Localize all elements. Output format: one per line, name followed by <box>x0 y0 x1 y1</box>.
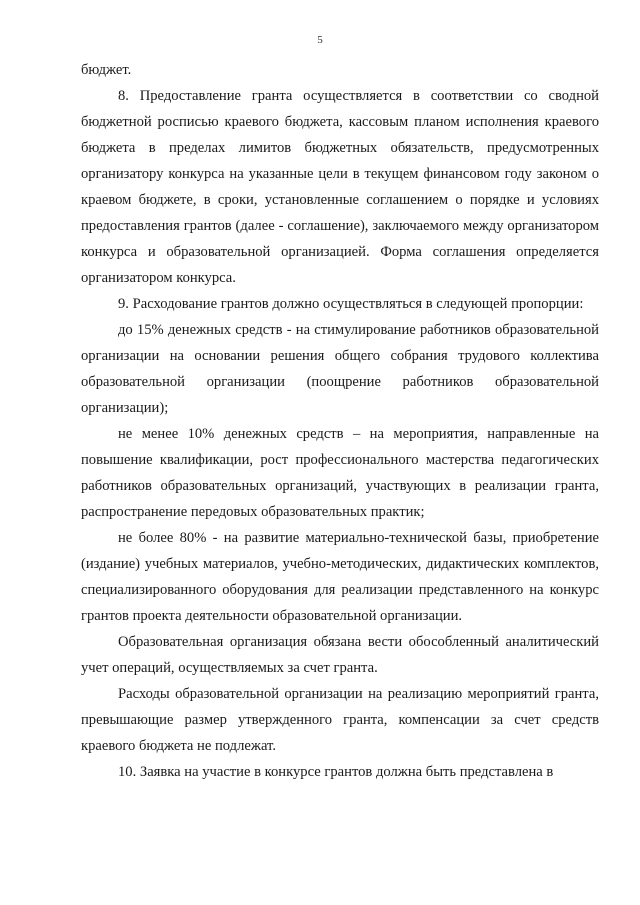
spending-item-staff-incentives: до 15% денежных средств - на стимулирование работников образовательной организации на основании решения общего собрания трудового коллектива образовательной организации (поощрение работников образовательной организации); <box>81 322 599 416</box>
paragraph-10-application: 10. Заявка на участие в конкурсе грантов должна быть представлена в <box>118 764 554 780</box>
spending-item-material-base: не более 80% - на развитие материально-технической базы, приобретение (издание) учебных материалов, учебно-методических, дидактических комплектов, специализированного оборудования для реализации представленного на конкурс грантов проекта деятельности образовательной организации. <box>81 530 599 624</box>
spending-item-qualification: не менее 10% денежных средств – на мероприятия, направленные на повышение квалификации, рост профессионального мастерства педагогических работников образовательных организаций, участвующих в реализации гранта, распространение передовых образовательных практик; <box>81 426 599 520</box>
paragraph-9-grant-spending: 9. Расходование грантов должно осуществляться в следующей пропорции: <box>118 296 584 312</box>
document-body <box>81 57 599 785</box>
paragraph-continuation: бюджет. <box>81 62 132 78</box>
paragraph-separate-accounting: Образовательная организация обязана вести обособленный аналитический учет операций, осуществляемых за счет гранта. <box>81 634 599 676</box>
paragraph-8-grant-provision: 8. Предоставление гранта осуществляется в соответствии со сводной бюджетной росписью краевого бюджета, кассовым планом исполнения краевого бюджета в пределах лимитов бюджетных обязательств, предусмотренных организатору конкурса на указанные цели в текущем финансовом году законом о краевом бюджете, в сроки, установленные соглашением о порядке и условиях предоставления грантов (далее - соглашение), заключаемого между организатором конкурса и образовательной организацией. Форма соглашения определяется организатором конкурса. <box>81 88 599 286</box>
page-number: 5 <box>317 34 323 46</box>
paragraph-excess-expenses: Расходы образовательной организации на реализацию мероприятий гранта, превышающие размер утвержденного гранта, компенсации за счет средств краевого бюджета не подлежат. <box>81 686 599 754</box>
